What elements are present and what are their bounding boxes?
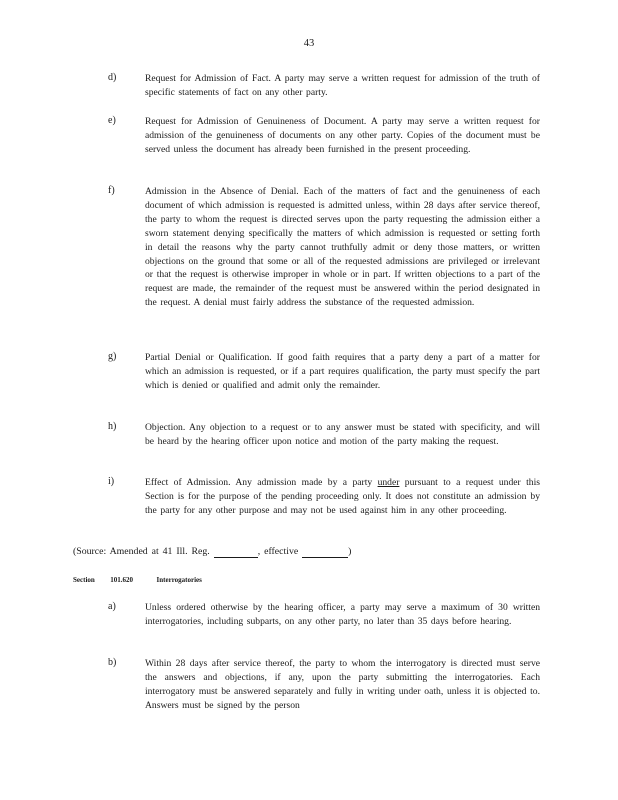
page-number: 43 bbox=[303, 38, 315, 49]
list-item-h bbox=[108, 421, 540, 449]
item-text: Partial Denial or Qualification. If good faith requires that a party deny a part of a matter for which an admission is requested, or if a part requires qualification, the party must specify the part which is denied or qualified and admit only the remainder. bbox=[145, 352, 540, 391]
blank-line bbox=[214, 546, 258, 558]
item-text: Request for Admission of Fact. A party may serve a written request for admission of the truth of specific statements of fact on any other party. bbox=[145, 73, 540, 98]
item-marker: i) bbox=[108, 476, 115, 487]
item-text-before: Effect of Admission. Any admission made by a party bbox=[145, 477, 378, 488]
item-marker: a) bbox=[108, 601, 116, 612]
list-item-f bbox=[108, 185, 540, 310]
item-text-after: pursuant to a request under this Section is for the purpose of the pending proceeding only. It does not constitute an admission by the party for any other purpose and may not be used against him in any other proceeding. bbox=[145, 477, 540, 516]
item-marker: f) bbox=[108, 185, 115, 196]
source-note bbox=[73, 546, 351, 558]
item-marker: g) bbox=[108, 351, 117, 362]
list-item-e bbox=[108, 115, 540, 157]
item-marker: d) bbox=[108, 72, 117, 83]
item-marker: h) bbox=[108, 421, 117, 432]
blank-line bbox=[302, 546, 348, 558]
list-item-i bbox=[108, 476, 540, 518]
list-item-d bbox=[108, 72, 540, 100]
item-marker: e) bbox=[108, 115, 116, 126]
underlined-insertion: under bbox=[377, 477, 400, 488]
item-text: Objection. Any objection to a request or to any answer must be stated with specificity, and will be heard by the hearing officer upon notice and motion of the party making the request. bbox=[145, 422, 540, 447]
source-prefix: (Source: Amended at 41 Ill. Reg. bbox=[73, 546, 210, 557]
section-label: Section bbox=[73, 576, 95, 584]
item-marker: b) bbox=[108, 657, 117, 668]
item-text: Admission in the Absence of Denial. Each of the matters of fact and the genuineness of each document of which admission is requested is admitted unless, within 28 days after service thereof, the party to whom the request is directed serves upon the party requesting the admission either a sworn statement denying specifically the matters of which admission is requested or setting forth in detail the reasons why the party cannot truthfully admit or deny those matters, or written objections on the ground that some or all of the requested admissions are privileged or irrelevant or that the request is otherwise improper in whole or in part. If written objections to a part of the request are made, the remainder of the request must be answered within the period designated in the request. A denial must fairly address the substance of the requested admission. bbox=[145, 186, 540, 309]
item-text: Unless ordered otherwise by the hearing officer, a party may serve a maximum of 30 written interrogatories, including subparts, on any other party, no later than 35 days before hearing. bbox=[145, 602, 540, 627]
item-text bbox=[145, 476, 540, 518]
list-item-a bbox=[108, 601, 540, 629]
section-number: 101.620 bbox=[110, 576, 134, 584]
section-heading bbox=[73, 576, 202, 584]
item-text: Request for Admission of Genuineness of Document. A party may serve a written request for admission of the genuineness of documents on any other party. Copies of the document must be served unless the document has already been furnished in the present proceeding. bbox=[145, 116, 540, 155]
section-title: Interrogatories bbox=[156, 576, 202, 584]
item-text: Within 28 days after service thereof, the party to whom the interrogatory is directed must serve the answers and objections, if any, upon the party submitting the interrogatories. Each interrogatory must be answered separately and fully in writing under oath, unless it is objected to. Answers must be signed by the person bbox=[145, 658, 540, 711]
list-item-g bbox=[108, 351, 540, 393]
list-item-b bbox=[108, 657, 540, 713]
source-suffix: ) bbox=[348, 546, 352, 557]
source-middle: , effective bbox=[257, 546, 299, 557]
